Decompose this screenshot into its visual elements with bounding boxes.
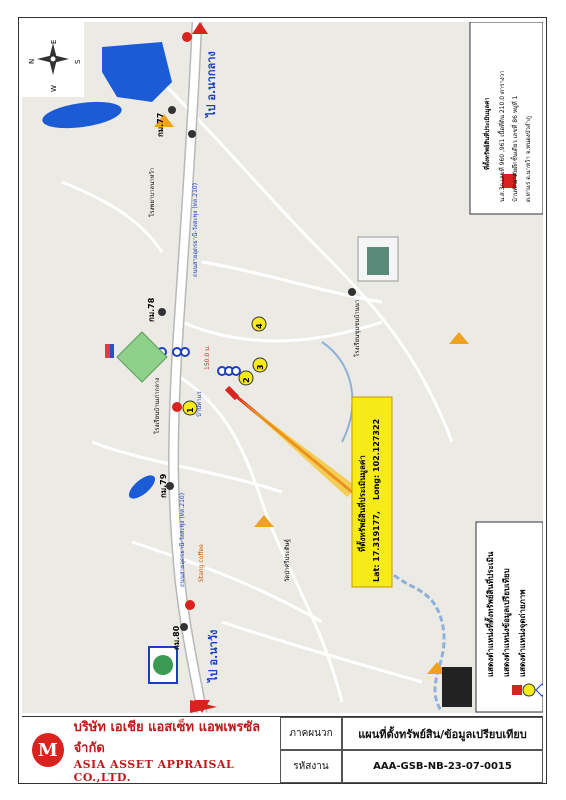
label-road2: ถนนสายอุดรธานี-วังสะพุง (ทล.210) <box>179 492 186 587</box>
red-pin-3 <box>185 600 195 610</box>
flag-icon <box>105 344 110 358</box>
compass-n: N <box>28 58 36 64</box>
label-title: ภาคผนวก <box>280 717 342 750</box>
callout-long: Long: 102.127322 <box>372 418 381 500</box>
label-hospital: โรงพยาบาลนาหว้า <box>149 167 156 217</box>
label-school: โรงเรียนบ้านเก่ากลาง <box>154 377 161 434</box>
code-value: AAA-GSB-NB-23-07-0015 <box>342 750 543 783</box>
legend-bottom-3: แสดงตำแหน่งจุดถ่ายภาพ <box>518 589 527 677</box>
red-pin-1 <box>182 32 192 42</box>
legend-top-line3: ต.ท่าแร่ อ.นาหว้า จ.หนองบัวลำภู <box>525 116 532 202</box>
legend-bottom-1: แสดงตำแหน่งที่ตั้งทรัพย์สินที่ประเมิน <box>486 551 495 677</box>
marker-label-1: 1 <box>186 407 195 413</box>
callout-title: ที่ตั้งทรัพย์สินที่ประเมินมูลค่า <box>358 455 367 552</box>
company-logo-icon: M <box>32 733 64 767</box>
marker-label-2: 2 <box>242 377 251 383</box>
legend-top-title: ที่ตั้งทรัพย์สินที่ประเมินมูลค่า <box>484 97 491 170</box>
label-shop: Stang coffee <box>198 544 205 582</box>
label-road: ถนนสายอุดรธานี-วังสะพุง (ทล.210) <box>192 182 199 277</box>
red-pin-2 <box>172 402 182 412</box>
callout-lat: Lat: 17.319177, <box>372 511 381 582</box>
label-village: บ้านท่าแร่ <box>196 391 203 417</box>
marker-label-4: 4 <box>255 323 264 329</box>
label-distance: 150.0 ม. <box>204 345 211 370</box>
legend-top-line1: น.ส.3ก.เลขที่ 960 ,961 เนื้อที่ดิน 210.0 ตารางวา <box>499 70 506 202</box>
legend-bottom-swatch-2 <box>523 684 535 696</box>
map-thumbnail <box>442 667 472 707</box>
title-value: แผนที่ตั้งทรัพย์สิน/ข้อมูลเปรียบเทียบ <box>342 717 543 750</box>
label-km80: กม.80 <box>172 625 181 650</box>
compass-e: E <box>50 39 58 44</box>
company-name-th: บริษัท เอเชีย แอสเซ็ท แอพเพรซัล จำกัด <box>73 720 261 756</box>
label-to-west: ไป อ.นาวัง <box>207 629 220 682</box>
legend-bottom-2: แสดงตำแหน่งข้อมูลเปรียบเทียบ <box>502 568 511 677</box>
label-to-east: ไป อ.นากลาง <box>205 51 218 117</box>
map-canvas <box>22 22 543 713</box>
compass-s: S <box>74 59 82 64</box>
compass-w: W <box>50 85 58 92</box>
label-km77: กม.77 <box>156 112 165 137</box>
label-temple: วัดป่าศรีประดิษฐ์ <box>284 539 291 582</box>
label-code: รหัสงาน <box>280 750 342 783</box>
map-area[interactable] <box>22 22 543 713</box>
title-block <box>22 716 543 783</box>
legend-bottom-swatch-1 <box>512 685 522 695</box>
label-km78: กม.78 <box>147 297 156 322</box>
label-school2: โรงเรียนชุมชนบ้านนา <box>354 299 361 357</box>
company-logo-area <box>22 717 280 783</box>
company-name-en: ASIA ASSET APPRAISAL CO.,LTD. <box>73 758 235 784</box>
label-km79: กม.79 <box>159 473 168 498</box>
marker-label-3: 3 <box>256 364 265 370</box>
legend-top-line2: บ้านพักอาศัยตึกชั้นเดียว เลขที่ 86 หมู่ที่ 1 <box>512 95 519 202</box>
